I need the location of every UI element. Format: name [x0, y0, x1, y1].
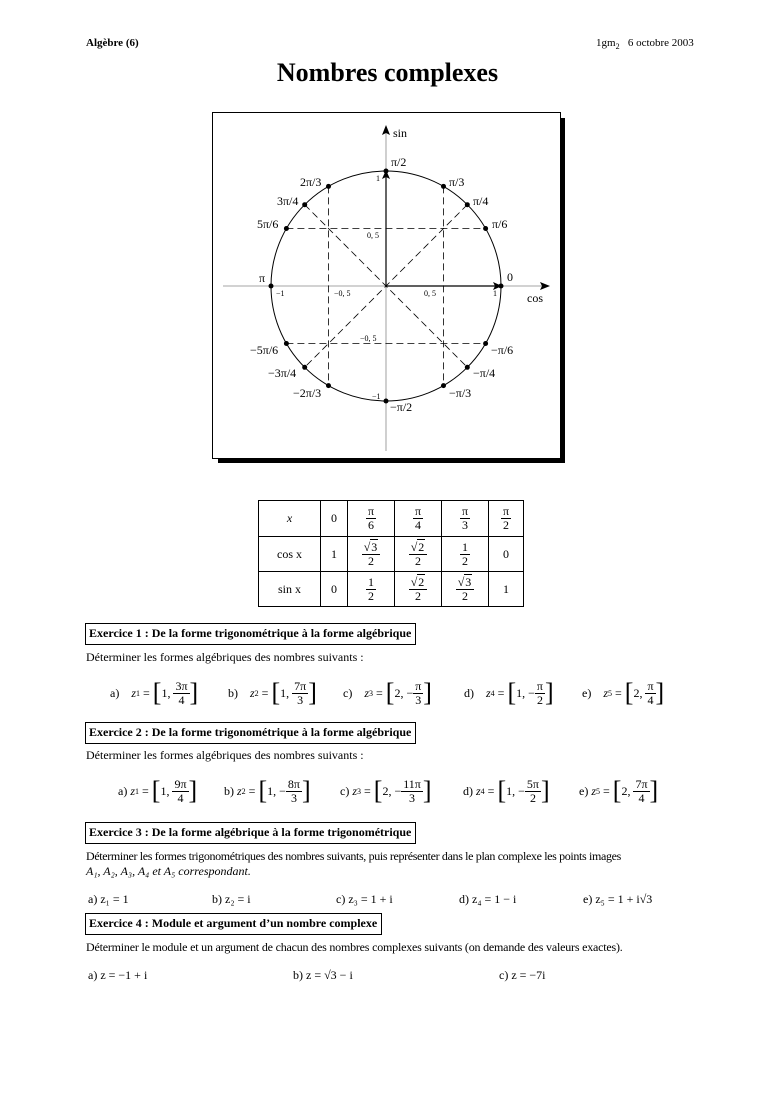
- svg-text:2π/3: 2π/3: [300, 175, 322, 189]
- svg-text:−1: −1: [372, 392, 381, 401]
- svg-text:π: π: [259, 271, 266, 285]
- exercise-2-text: Déterminer les formes algébriques des nombres suivants :: [86, 748, 364, 762]
- svg-text:1: 1: [493, 289, 497, 298]
- ex3-item-d: d) z₄ = 1 − i: [459, 892, 517, 906]
- table-row-cos: cos x 1 $\frac{√3}{2}$ $\frac{√2}{2}$ $\frac{1}{2}$ 0: [259, 537, 524, 572]
- ex3-item-a: a) z₁ = 1: [88, 892, 129, 906]
- svg-text:3π/4: 3π/4: [277, 194, 299, 208]
- svg-text:0: 0: [507, 270, 513, 284]
- exercise-1-header: Exercice 1 : De la forme trigonométrique à la forme algébrique: [85, 623, 416, 645]
- svg-text:−π/2: −π/2: [390, 400, 413, 414]
- ex1-item-d: d) z 4 = [ 1, − $\frac{\pi}{2}$ ]: [464, 678, 554, 708]
- svg-text:−π/4: −π/4: [473, 366, 496, 380]
- svg-text:π/4: π/4: [473, 194, 489, 208]
- svg-text:π/6: π/6: [492, 217, 508, 231]
- svg-text:0, 5: 0, 5: [424, 289, 436, 298]
- svg-text:−0, 5: −0, 5: [360, 334, 377, 343]
- trig-circle-svg: [213, 113, 560, 458]
- exercise-3-header: Exercice 3 : De la forme algébrique à la forme trigonométrique: [85, 822, 416, 844]
- header-left: Algèbre (6): [86, 37, 139, 49]
- row-header-x: x: [259, 501, 321, 537]
- svg-text:−3π/4: −3π/4: [268, 366, 297, 380]
- svg-text:−1: −1: [276, 289, 285, 298]
- ex4-item-a: a) z = −1 + i: [88, 968, 148, 982]
- svg-text:−2π/3: −2π/3: [293, 386, 322, 400]
- svg-text:−π/6: −π/6: [491, 343, 514, 357]
- ex4-item-c: c) z = −7i: [499, 968, 546, 982]
- exercise-3-text-2: A₁, A₂, A₃, A₄ et A₅ correspondant.: [86, 864, 251, 878]
- ex4-item-b: b) z = √3 − i: [293, 968, 353, 982]
- svg-text:π/3: π/3: [449, 175, 465, 189]
- exercise-3-text-1: Déterminer les formes trigonométriques des nombres suivants, puis représenter dans le plan complexe les points images: [86, 849, 621, 863]
- svg-text:−5π/6: −5π/6: [250, 343, 279, 357]
- exercise-2-items: [118, 778, 678, 810]
- page-title: Nombres complexes: [276, 58, 499, 87]
- ex3-item-e: e) z₅ = 1 + i√3: [583, 892, 653, 906]
- ex3-item-c: c) z₃ = 1 + i: [336, 892, 393, 906]
- svg-text:−π/3: −π/3: [449, 386, 472, 400]
- ex2-item-b: b) z 2 = [ 1, − $\frac{8\pi}{3}$ ]: [224, 776, 311, 806]
- ex3-item-b: b) z₂ = i: [212, 892, 251, 906]
- header-right: $1gm_2$ 6 octobre 2003: [596, 37, 694, 52]
- exercise-1-text: Déterminer les formes algébriques des nombres suivants :: [86, 650, 364, 664]
- row-header-cos: cos x: [259, 537, 321, 572]
- svg-text:−0, 5: −0, 5: [334, 289, 351, 298]
- ex1-item-c: c) z 3 = [ 2, − $\frac{\pi}{3}$ ]: [343, 678, 432, 708]
- ex2-item-c: c) z 3 = [ 2, − $\frac{11\pi}{3}$ ]: [340, 776, 432, 806]
- row-header-sin: sin x: [259, 572, 321, 607]
- angle-labels: [250, 155, 513, 414]
- exercise-4-header: Exercice 4 : Module et argument d’un nombre complexe: [85, 913, 382, 935]
- ex2-item-e: e) z 5 = [ 2, $\frac{7\pi}{4}$ ]: [579, 776, 659, 806]
- exercise-1-items: [110, 680, 670, 712]
- svg-text:1: 1: [376, 174, 380, 183]
- axis-label-sin: sin: [393, 126, 408, 140]
- ex1-item-e: e) z 5 = [ 2, $\frac{\pi}{4}$ ]: [582, 678, 665, 708]
- exercise-2-header: Exercice 2 : De la forme trigonométrique à la forme algébrique: [85, 722, 416, 744]
- ex2-item-a: a) z 1 = [ 1, $\frac{9\pi}{4}$ ]: [118, 776, 198, 806]
- ex2-item-d: d) z 4 = [ 1, − $\frac{5\pi}{2}$ ]: [463, 776, 550, 806]
- table-row-sin: sin x 0 $\frac{1}{2}$ $\frac{√2}{2}$ $\frac{√3}{2}$ 1: [259, 572, 524, 607]
- exercise-4-text: Déterminer le module et un argument de chacun des nombres complexes suivants (on demande des valeurs exactes).: [86, 940, 623, 954]
- trig-circle-figure: [212, 112, 561, 459]
- axis-label-cos: cos: [527, 291, 543, 305]
- ex1-item-a: a) z 1 = [ 1, $\frac{3\pi}{4}$ ]: [110, 678, 199, 708]
- ex1-item-b: b) z 2 = [ 1, $\frac{7\pi}{3}$ ]: [228, 678, 317, 708]
- svg-text:π/2: π/2: [391, 155, 407, 169]
- trig-values-table: [258, 500, 524, 607]
- svg-text:5π/6: 5π/6: [257, 217, 279, 231]
- table-row-x: x 0 $\frac{\pi}{6}$ $\frac{\pi}{4}$ $\frac{\pi}{3}$ $\frac{\pi}{2}$: [259, 501, 524, 537]
- svg-text:0, 5: 0, 5: [367, 231, 379, 240]
